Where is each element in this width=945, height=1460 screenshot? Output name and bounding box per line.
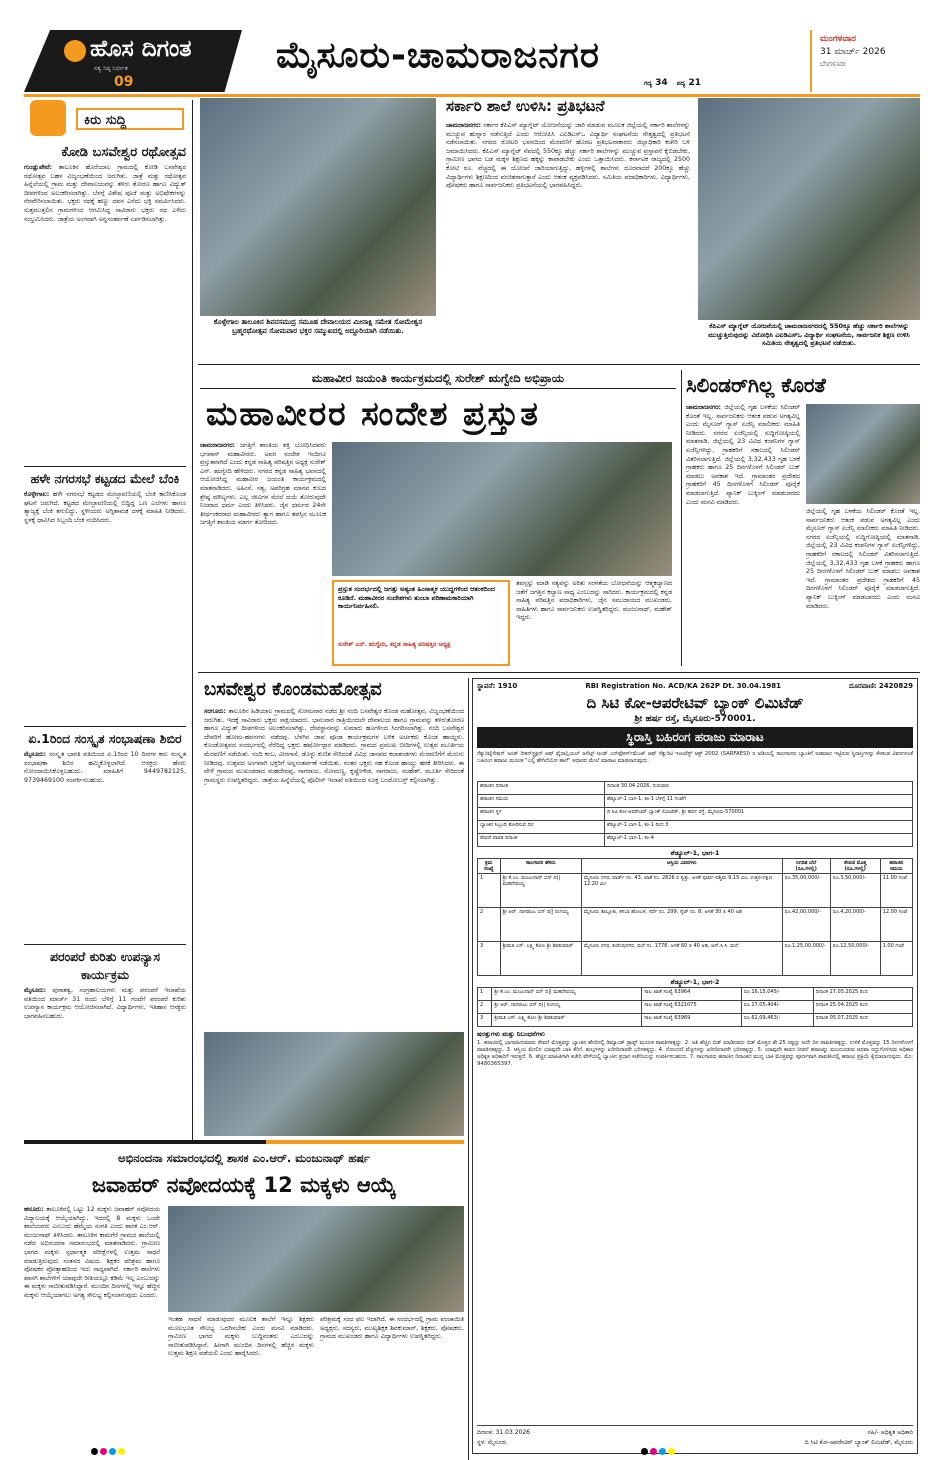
school-headline: ಸರ್ಕಾರಿ ಶಾಲೆ ಉಳಿಸಿ: ಪ್ರತಿಭಟನೆ xyxy=(446,97,605,115)
cylinder-photo xyxy=(806,404,920,504)
info-label: ಹರಾಜಿನ ಸ್ಥಳ xyxy=(478,808,605,821)
table-cell: 2 xyxy=(478,908,501,942)
table-cell: ರೂ.35,00,000/- xyxy=(782,874,830,908)
brief-4 xyxy=(24,948,186,1167)
table-cell: ಮೈಸೂರು ನಗರ, ಕುವೆಂಪುನಗರ, ಮನೆ ನಂ. 1778, ಅಳತೆ 60 x 40 ಅಡಿ, ಆರ್.ಸಿ.ಸಿ. ಮನೆ xyxy=(581,942,782,976)
logo-tagline: ಸತ್ಯ ನಿಷ್ಠ ನಿರ್ಭೀತ xyxy=(94,65,128,72)
basaveshwara-headline: ಬಸವೇಶ್ವರ ಕೊಂಡಮಹೋತ್ಸವ xyxy=(204,679,382,700)
basaveshwara-body: ಸರಗೂರು: ತಾಲೂಕಿನ ಹಿಡಿಯಾಲ ಗ್ರಾಮದಲ್ಲಿ ಸೋಮವಾರ ನಡೆದ ಶ್ರೀ ನಂದಿ ಬಸವೇಶ್ವರ ಕೊಂಡ ಮಹೋತ್ಸವ, ವಿಜೃಂಭಣೆಯಿಂದ ಜರುಗಿತು. ಇದಕ್ಕೆ ಸಾವಿರಾರು ಭಕ್ತರು ಸಾಕ್ಷಿಯಾದರು. ಭಾನುವಾರ ರಾತ್ರಿಯಿಂದಲೇ ದೇವಾಲಯ ಹಾಗೂ ಗ್ರಾಮವನ್ನು ತಳಿರುತೋರಣ ಹಾಗೂ ವಿದ್ಯುತ್ ದೀಪಗಳಿಂದ ಅಲಂಕರಿಸಲಾಗಿತ್ತು. ದೇವಸ್ಥಾನವನ್ನು ಸುಮಾರು ಹೂಗಳಿಂದ ಸಿಂಗರಿಸಲಾಗಿತ್ತು. ನಂದಿ ಬಸವೇಶ್ವರ ದೇವರಿಗೆ ಹೋಮ-ಹವನಗಳು ನಡೆದವು. ಬೆಳಗಿನ ಜಾವ ಪೂಜಾ ಕಾರ್ಯಕ್ರಮಗಳ ಬಳಿಕ ಅರ್ಚಕರು ಕೊಂಡ ಹಾಯ್ದರು. ಕೊಂಡೋತ್ಸವದ ಸಂದರ್ಭದಲ್ಲಿ ನೆರೆದಿದ್ದ ಭಕ್ತರು ಹರ್ಷೋದ್ಗಾರ ಮಾಡಿದರು. ಗ್ರಾಮದ ಪ್ರಮುಖ ಬೀದಿಗಳಲ್ಲಿ ಉತ್ಸವ ಮೂರ್ತಿಯ ಮೆರವಣಿಗೆ ನಡೆಯಿತು. ನಂದಿ ಕಂಬ, ವೀರಗಾಸೆ, ಡೊಳ್ಳು ಕುಣಿತ ಸೇರಿದಂತೆ ವಿವಿಧ ಜಾನಪದ ಕಲಾತಂಡಗಳು ಮೆರವಣಿಗೆಗೆ ಮೆರುಗು ನೀಡಿದವು. ಉತ್ಸವದ ಅಂಗವಾಗಿ ಭಕ್ತರಿಗೆ ಅನ್ನಸಂತರ್ಪಣೆ ನಡೆಯಿತು. ನಂತರ ಭಕ್ತರು ಸಹ ಕೊಂಡ ಹಾಯ್ದು ಹರಕೆ ತೀರಿಸಿದರು. ಈ ವೇಳೆ ಗ್ರಾಮದ ಮುಖಂಡರಾದ ಮಹದೇವಪ್ಪ, ನಾಗರಾಜು, ಸೋಮಣ್ಣ, ಕೃಷ್ಣೇಗೌಡ, ನಾಗರಾಜು, ಮಹೇಶ್, ಮೂರ್ತಿ ಸೇರಿದಂತೆ ಗ್ರಾಮಸ್ಥರು ಉಪಸ್ಥಿತರಿದ್ದರು. ಜಾತ್ರೆಯ ಹಿನ್ನೆಲೆಯಲ್ಲಿ ಪೊಲೀಸ್ ಇಲಾಖೆ ವತಿಯಿಂದ ಸೂಕ್ತ ಬಂದೋಬಸ್ತ್ ಕಲ್ಪಿಸಲಾಗಿತ್ತು. xyxy=(204,708,464,784)
brief-3 xyxy=(24,730,186,923)
brief-title: ಕೋಡಿ ಬಸವೇಶ್ವರ ರಥೋತ್ಸವ xyxy=(61,145,186,160)
column-header: ಆಸ್ತಿಯ ವಿವರಗಳು xyxy=(581,859,782,874)
schedule-2-table xyxy=(477,987,913,1027)
divider xyxy=(24,944,186,945)
table-cell: ದಿನಾಂಕ 05.07.2025 ರಿಂದ xyxy=(813,1014,912,1027)
table-row xyxy=(478,795,913,808)
table-cell: 1.00 ಗಂಟೆ xyxy=(880,942,912,976)
footer-bank: ದಿ ಸಿಟಿ ಕೋ-ಆಪರೇಟಿವ್ ಬ್ಯಾಂಕ್ ಲಿಮಿಟೆಡ್, ಮೈಸೂರು xyxy=(804,1439,913,1446)
bank-name: ದಿ ಸಿಟಿ ಕೋ-ಆಪರೇಟಿವ್ ಬ್ಯಾಂಕ್ ಲಿಮಿಟೆಡ್ xyxy=(586,694,804,712)
table-row xyxy=(478,782,913,795)
table-row xyxy=(478,834,913,847)
school-body: ಚಾಮರಾಜನಗರ: ಸರ್ಕಾರ ಕೆಪಿಎಸ್ ಮ್ಯಾಗ್ನೆಟ್ ಯೋಜನೆಯನ್ನು ಜಾರಿ ಮಾಡುವ ಮೂಲಕ ಜಿಲ್ಲೆಯಲ್ಲಿ ಸರ್ಕಾರಿ ಶಾಲೆಗಳನ್ನು ಮುಚ್ಚುವ ಹುನ್ನಾರ ನಡೆಸುತ್ತಿದೆ ಎಂದು ಆರೋಪಿಸಿ ಎಐಡಿಎಸ್ಒ ವಿದ್ಯಾರ್ಥಿ ಸಂಘಟನೆಯ ನೇತೃತ್ವದಲ್ಲಿ ಪ್ರತಿಭಟನೆ ನಡೆಸಲಾಯಿತು. ನಗರದ ರೋಟರಿ ಭವನದಿಂದ ಮೆರವಣಿಗೆ ಹೊರಟ ಪ್ರತಿಭಟನಾಕಾರರು ಜಿಲ್ಲಾಧಿಕಾರಿ ಕಚೇರಿ ಬಳಿ ಜಮಾಯಿಸಿದರು. ಕೆಪಿಎಸ್ ಮ್ಯಾಗ್ನೆಟ್ ನೆಪದಲ್ಲಿ 550ಕ್ಕೂ ಹೆಚ್ಚು ಸರ್ಕಾರಿ ಶಾಲೆಗಳನ್ನು ಮುಚ್ಚುವ ಪ್ರಸ್ತಾವನೆ ಕೈಬಿಡಬೇಕು, ಗ್ರಾಮೀಣ ಭಾಗದ ಬಡ ಮಕ್ಕಳ ಶಿಕ್ಷಣದ ಹಕ್ಕನ್ನು ಕಾಪಾಡಬೇಕು ಎಂದು ಒತ್ತಾಯಿಸಿದರು. ಕರ್ನಾಟಕ ರಾಜ್ಯದಲ್ಲಿ 2500 ಕೋಟಿ ರೂ. ವೆಚ್ಚದಲ್ಲಿ ಈ ಯೋಜನೆ ಜಾರಿಯಾಗುತ್ತಿದ್ದು, ಹಳ್ಳಿಗಳಲ್ಲಿ ಶಾಲೆಗಳು ದೂರವಾದರೆ 200ಕ್ಕೂ ಹೆಚ್ಚು ವಿದ್ಯಾರ್ಥಿಗಳು ಶಿಕ್ಷಣದಿಂದ ವಂಚಿತರಾಗುತ್ತಾರೆ ಎಂದು ಆತಂಕ ವ್ಯಕ್ತಪಡಿಸಿದರು. ಸಮಿತಿಯ ಪದಾಧಿಕಾರಿಗಳು, ವಿದ್ಯಾರ್ಥಿಗಳು, ಪೋಷಕರು ಹಾಗೂ ಸಾರ್ವಜನಿಕರು ಪ್ರತಿಭಟನೆಯಲ್ಲಿ ಭಾಗವಹಿಸಿದ್ದರು. xyxy=(446,122,690,190)
schedule-1-table xyxy=(477,858,913,976)
mahaveer-kicker: ಮಹಾವೀರ ಜಯಂತಿ ಕಾರ್ಯಕ್ರಮದಲ್ಲಿ ಸುರೇಶ್ ಋಗ್ವೇದಿ ಅಭಿಪ್ರಾಯ xyxy=(311,371,565,385)
masthead xyxy=(24,30,920,92)
column-header: ಠೇವಣಿ ಮೊತ್ತ (ರೂ.ಗಳಲ್ಲಿ) xyxy=(830,859,880,874)
column-header: ಸಾಲಗಾರರ ಹೆಸರು xyxy=(500,859,581,874)
table-cell: 3 xyxy=(478,1014,492,1027)
edition-title: ಮೈಸೂರು-ಚಾಮರಾಜನಗರ xyxy=(276,35,600,76)
brief-body: ಗುಂಡ್ಲುಪೇಟೆ: ತಾಲೂಕಿನ ಹೊರೆಯಾಲ ಗ್ರಾಮದಲ್ಲಿ ಕೋಡಿ ಬಸವೇಶ್ವರ ರಥೋತ್ಸವ ಬಹಳ ವಿಜೃಂಭಣೆಯಿಂದ ಜರುಗಿತು. ಜಾತ್ರೆ ಮತ್ತು ರಥೋತ್ಸವ ಹಿನ್ನೆಲೆಯಲ್ಲಿ ಗ್ರಾಮ ಮತ್ತು ದೇವಾಲಯವನ್ನು ತಳಿರು ತೋರಣ ಹಾಗೂ ವಿದ್ಯುತ್ ದೀಪಗಳಿಂದ ಅಲಂಕರಿಸಲಾಗಿತ್ತು. ಬೆಳಗ್ಗೆ ವಿಶೇಷ ಪೂಜೆ ಮತ್ತು ಅಭಿಷೇಕಗಳನ್ನು ನೆರವೇರಿಸಲಾಯಿತು. ಭಕ್ತರು ರಥಕ್ಕೆ ಹಣ್ಣು ದವನ ಎಸೆದು ಭಕ್ತಿ ಸಮರ್ಪಿಸಿದರು. ಸುತ್ತಮುತ್ತಲಿನ ಗ್ರಾಮಗಳಿಂದ ಆಗಮಿಸಿದ್ದ ಸಾವಿರಾರು ಭಕ್ತರು ರಥ ಎಳೆದು ಸಂಭ್ರಮಿಸಿದರು. ಜಾತ್ರೆಯ ಅಂಗವಾಗಿ ಅನ್ನಸಂತರ್ಪಣೆ ಏರ್ಪಡಿಸಲಾಗಿತ್ತು. xyxy=(24,164,186,223)
brief-body: ಕೊಳ್ಳೇಗಾಲ: ಹಳೇ ನಗರಸಭೆ ಕಟ್ಟಡದ ಮೇಲ್ಛಾವಣಿಯಲ್ಲಿ ಬೆಂಕಿ ಕಾಣಿಸಿಕೊಂಡ ಘಟನೆ ಜರುಗಿದೆ. ಕಟ್ಟಡದ ಮೇಲ್ಛಾವಣಿಯಲ್ಲಿ ಬಿದ್ದಿದ್ದ ಒಣ ಎಲೆಗಳು ಹಾಗೂ ತ್ಯಾಜ್ಯಕ್ಕೆ ಬೆಂಕಿ ತಗುಲಿದ್ದು, ಸ್ಥಳೀಯರು ಅಗ್ನಿಶಾಮಕ ದಳಕ್ಕೆ ಮಾಹಿತಿ ನೀಡಿದರು. ಸ್ಥಳಕ್ಕೆ ಧಾವಿಸಿದ ಸಿಬ್ಬಂದಿ ಬೆಂಕಿ ನಂದಿಸಿದರು. xyxy=(24,491,186,524)
table-cell: 2 xyxy=(478,1001,492,1014)
schedule-2-title: ಶೆಡ್ಯೂಲ್-1, ಭಾಗ-2 xyxy=(670,978,720,986)
navodaya-body-2: ಇಂತಹ ಸಾಧನೆ ಮಾಡುವುದರ ಮೂಲಕ ಶಾಲೆಗೆ ಇನ್ನೂ ಶಿಕ್ಷಕರು ಮೂಲಭೂತ ಸೌಲಭ್ಯ ಒದಗಿಸಬೇಕು ಎಂದು ಮನವಿ ಮಾಡಿದರು. ಗ್ರಾಮೀಣ ಭಾಗದ ಮಕ್ಕಳು ಬುದ್ಧಿವಂತರು ಎಂಬುದನ್ನು ಸಾಬೀತುಪಡಿಸಿದ್ದಾರೆ. ಹೀಗಾಗಿ ಮುಂದಿನ ದಿನಗಳಲ್ಲಿ ಹೆಚ್ಚಿನ ಮಕ್ಕಳು ಉತ್ತಮ ಶಿಕ್ಷಣ ಪಡೆಯಲಿ ಎಂದು ಹಾರೈಸಿದರು. xyxy=(168,1316,314,1358)
logo-text: ಹೊಸ ದಿಗಂತ xyxy=(90,36,192,62)
section-rule xyxy=(198,364,920,365)
table-cell: ಶ್ರೀಮತಿ ಎಸ್. ಲಕ್ಷ್ಮಿ ಕೋಂ ಶ್ರೀ ಶಿವಕುಮಾರ್ xyxy=(500,942,581,976)
column-divider xyxy=(468,678,469,1460)
table-cell: ರೂ.42,00,000/- xyxy=(782,908,830,942)
table-cell: ರೂ.1,25,00,000/- xyxy=(782,942,830,976)
table-cell: ರೂ.3,50,000/- xyxy=(830,874,880,908)
print-dots-left xyxy=(90,1440,126,1459)
auction-banner: ಸ್ಥಿರಾಸ್ತಿ ಬಹಿರಂಗ ಹರಾಜು ಮಾರಾಟ xyxy=(477,727,913,748)
quote-box xyxy=(332,580,510,666)
table-cell: ದಿನಾಂಕ 25.04.2025 ರಿಂದ xyxy=(813,1001,912,1014)
table-cell: ಶ್ರೀಮತಿ ಎಸ್. ಲಕ್ಷ್ಮಿ ಕೋಂ ಶ್ರೀ ಶಿವಕುಮಾರ್ xyxy=(492,1014,642,1027)
cylinder-headline: ಸಿಲಿಂಡರ್‌ಗಿಲ್ಲ ಕೊರತೆ xyxy=(686,373,826,397)
mahaveer-body: ಚಾಮರಾಜನಗರ: ಜಗತ್ತಿಗೆ ಶಾಂತಿಯ ಶಕ್ತಿ ಬೋಧಿಸಿದವರು ಭಗವಾನ್ ಮಹಾವೀರರು. ಅವರ ಸಂದೇಶ ಇಂದಿಗೂ ಪ್ರಸ್ತುತವಾಗಿದೆ ಎಂದು ಕನ್ನಡ ಸಾಹಿತ್ಯ ಪರಿಷತ್ತಿನ ಅಧ್ಯಕ್ಷ ಸುರೇಶ್ ಎನ್. ಋಗ್ವೇದಿ ಹೇಳಿದರು. ನಗರದ ಕನ್ನಡ ಸಾಹಿತ್ಯ ಭವನದಲ್ಲಿ ಆಯೋಜಿಸಿದ್ದ ಮಹಾವೀರ ಜಯಂತಿ ಕಾರ್ಯಕ್ರಮದಲ್ಲಿ ಮಾತನಾಡಿದರು. ಅಹಿಂಸೆ, ಸತ್ಯ, ಅಪರಿಗ್ರಹ ಮಾನವ ಕುಲದ ಶ್ರೇಷ್ಠ ಮೌಲ್ಯಗಳು. ಎಲ್ಲ ಜೀವಿಗಳ ಮೇಲೆ ದಯೆ ತೋರುವುದೇ ನಿಜವಾದ ಧರ್ಮ ಎಂದು ತಿಳಿಸಿದರು. ಜೈನ ಧರ್ಮದ 24ನೇ ತೀರ್ಥಂಕರರಾದ ಮಹಾವೀರರು ತ್ಯಾಗ ಹಾಗೂ ತಪಸ್ಸಿನ ಮೂಲಕ ಜಗತ್ತಿಗೆ ಶಾಂತಿಯ ಮಾರ್ಗ ತೋರಿದರು. xyxy=(200,442,326,527)
kiru-suddi-label: ಕಿರು ಸುದ್ದಿ xyxy=(76,108,184,130)
bank-intro: ಸೆಕ್ಯುರಿಟೈಸೇಷನ್ ಅಂಡ್ ರೀಕನ್‌ಸ್ಟ್ರಕ್ಷನ್ ಆಫ್ ಫೈನಾನ್ಷಿಯಲ್ ಅಸೆಟ್ಸ್ ಅಂಡ್ ಎನ್‌ಫೋರ್ಸ್‌ಮೆಂಟ್ ಆಫ್ ಸೆಕ್ಯುರಿಟಿ ಇಂಟರೆಸ್ಟ್ ಆಕ್ಟ್ 2002 (SARFAESI) ರ ಅಡಿಯಲ್ಲಿ ಸಾಲಗಾರರು ಬ್ಯಾಂಕಿಗೆ ಅಡಮಾನ ಇಟ್ಟಿರುವ ಸ್ಥಿರಾಸ್ತಿಗಳನ್ನು ಕೆಳಕಂಡ ವಿವರಗಳಂತೆ ಬಹಿರಂಗ ಹರಾಜು ಮೂಲಕ "ಎಲ್ಲಿ ಹೇಗಿದೆಯೋ ಹಾಗೆ" ಆಧಾರದ ಮೇಲೆ ಮಾರಾಟ ಮಾಡಲಾಗುವುದು. xyxy=(477,751,913,764)
day-label: ಮಂಗಳವಾರ xyxy=(820,34,857,44)
divider xyxy=(24,466,186,467)
table-row xyxy=(478,1014,913,1027)
column-header: ಹರಾಜಿನ ಸಮಯ xyxy=(880,859,912,874)
page-number: 09 xyxy=(114,74,134,90)
table-cell: ಮೈಸೂರು ನಗರ, ವಾರ್ಡ್ ನಂ. 43, ಖಾತೆ ನಂ. 2826 ರ ಸ್ವತ್ತು, ಅಳತೆ ಪೂರ್ವ-ಪಶ್ಚಿಮ 9.15 ಮೀ, ಉತ್ತರ-ದಕ್ಷಿಣ 12.20 ಮೀ xyxy=(581,874,782,908)
auction-info-table xyxy=(477,781,913,847)
table-row xyxy=(478,821,913,834)
table-row xyxy=(478,874,913,908)
quote-author: ಸುರೇಶ್ ಎನ್. ಋಗ್ವೇದಿ, ಕನ್ನಡ ಸಾಹಿತ್ಯ ಪರಿಷತ್ತಿನ ಅಧ್ಯಕ್ಷ xyxy=(338,641,451,648)
kicker-rule xyxy=(200,388,676,389)
mahaveer-headline: ಮಹಾವೀರರ ಸಂದೇಶ ಪ್ರಸ್ತುತ xyxy=(206,394,540,433)
rathotsava-caption: ಕೊಳ್ಳೇಗಾಲ ತಾಲೂಕಿನ ಶಿವನಸಮುದ್ರ ಸಮೂಹ ದೇವಾಲಯದ ಮೀನಾಕ್ಷಿ ಸಮೇತ ಸೋಮೇಶ್ವರ ಬ್ರಹ್ಮರಥೋತ್ಸವ ಸೋಮವಾರ ಭಕ್ತರ ಸಮ್ಮುಖದಲ್ಲಿ ಅದ್ದೂರಿಯಾಗಿ ನಡೆಯಿತು. xyxy=(213,318,423,335)
brief-body: ಮೈಸೂರು: ಸಂಸ್ಕೃತ ಭಾರತಿ ವತಿಯಿಂದ ಏ.1ರಿಂದ 10 ದಿನಗಳ ಕಾಲ ಸಂಸ್ಕೃತ ಸಂಭಾಷಣಾ ಶಿಬಿರ ಹಮ್ಮಿಕೊಳ್ಳಲಾಗಿದೆ. ಆಸಕ್ತರು ಹೆಸರು ನೋಂದಾಯಿಸಿಕೊಳ್ಳಬಹುದು. ಮಾಹಿತಿಗೆ 9449782125, 9739469100 ಸಂಪರ್ಕಿಸಬಹುದು. xyxy=(24,751,186,784)
table-cell: ದಿನಾಂಕ 27.05.2025 ರಿಂದ xyxy=(813,988,912,1001)
footer-place: ಸ್ಥಳ: ಮೈಸೂರು xyxy=(477,1439,507,1446)
color-strip xyxy=(24,1140,464,1144)
terms-text: 1. ಹರಾಜಿನಲ್ಲಿ ಭಾಗವಹಿಸುವವರು ಠೇವಣಿ ಮೊತ್ತವನ್ನು ಬ್ಯಾಂಕಿನ ಹೆಸರಿನಲ್ಲಿ ಡಿಮ್ಯಾಂಡ್ ಡ್ರಾಫ್ಟ್ ಮೂಲಕ ಪಾವತಿಸತಕ್ಕದ್ದು. 2. ಅತಿ ಹೆಚ್ಚಿನ ಬಿಡ್ ಮಾಡಿದವರು ಬಿಡ್ ಮೊತ್ತದ ಶೇ.25 ರಷ್ಟನ್ನು ಅದೇ ದಿನ ಪಾವತಿಸತಕ್ಕದ್ದು. ಉಳಿಕೆ ಮೊತ್ತವನ್ನು 15 ದಿನಗಳೊಳಗೆ ಪಾವತಿಸತಕ್ಕದ್ದು. 3. ಆಸ್ತಿಯ ಮೇಲಿನ ಯಾವುದೇ ಬಾಕಿ ತೆರಿಗೆ, ಶುಲ್ಕಗಳನ್ನು ಖರೀದಿದಾರರೇ ಭರಿಸತಕ್ಕದ್ದು. 4. ನೋಂದಣಿ ವೆಚ್ಚಗಳನ್ನು ಖರೀದಿದಾರರೇ ಭರಿಸತಕ್ಕದ್ದು. 5. ಯಾವುದೇ ಕಾರಣ ನೀಡದೆ ಹರಾಜನ್ನು ಮುಂದೂಡುವ ಅಥವಾ ರದ್ದುಗೊಳಿಸುವ ಅಧಿಕಾರ ಅಧಿಕೃತ ಅಧಿಕಾರಿಗೆ ಇರುತ್ತದೆ. 6. ಹೆಚ್ಚಿನ ಮಾಹಿತಿಗಾಗಿ ಕಚೇರಿ ವೇಳೆಯಲ್ಲಿ ಬ್ಯಾಂಕಿನ ಪ್ರಧಾನ ಕಚೇರಿಯನ್ನು ಸಂಪರ್ಕಿಸಬಹುದು. 7. ಸಾಲಗಾರರು ಹರಾಜಿನ ದಿನಾಂಕದ ಮುನ್ನ ಬಾಕಿ ಮೊತ್ತವನ್ನು ಪೂರ್ಣವಾಗಿ ಪಾವತಿಸಿದಲ್ಲಿ ಹರಾಜು ಪ್ರಕ್ರಿಯೆ ಕೈಬಿಡಲಾಗುವುದು. ಮೊ: 9480365397. xyxy=(477,1040,913,1067)
info-value: ಶೆಡ್ಯೂಲ್-1 ಭಾಗ-1, ಕಂ-1 ಬೆಳಿಗ್ಗೆ 11 ಗಂಟೆಗೆ xyxy=(604,795,912,808)
brief-title: ಪರಂಪರೆ ಕುರಿತು ಉಪನ್ಯಾಸ ಕಾರ್ಯಕ್ರಮ xyxy=(49,949,161,982)
column-divider xyxy=(192,100,193,1140)
table-row xyxy=(478,1001,913,1014)
bank-address: ಶ್ರೀ ಹರ್ಷ ರಸ್ತೆ, ಮೈಸೂರು-570001. xyxy=(634,714,756,724)
section-rule xyxy=(198,672,920,673)
gadya-badge: ಗದ್ಯ 34 ಪದ್ಯ 21 xyxy=(644,78,701,88)
table-cell: ಮೈಸೂರು ತಾಲ್ಲೂಕು, ಕಸಬಾ ಹೋಬಳಿ, ಸರ್ವೆ ನಂ. 299, ಸೈಟ್ ನಂ. 8, ಅಳತೆ 30 x 40 ಅಡಿ xyxy=(581,908,782,942)
table-cell: ಶ್ರೀ ಕೆ.ಎಂ. ಮಂಜುನಾಥ್ ಬಿನ್ ದಿ|| ಮಹದೇವಯ್ಯ xyxy=(500,874,581,908)
navodaya-headline: ಜವಾಹರ್ ನವೋದಯಕ್ಕೆ 12 ಮಕ್ಕಳು ಆಯ್ಕೆ xyxy=(91,1173,397,1197)
info-label: ಹರಾಜಿನ ದಿನಾಂಕ xyxy=(478,782,605,795)
konda-photo xyxy=(204,1032,464,1136)
table-cell: 1 xyxy=(478,874,501,908)
divider xyxy=(24,726,186,727)
info-value: ದಿನಾಂಕ 30.04.2026, ಗುರುವಾರ xyxy=(604,782,912,795)
navodaya-body-3: ಪರಿಶ್ರಮಕ್ಕೆ ಸಂದ ಫಲ ಇದಾಗಿದೆ. ಈ ಸಂದರ್ಭದಲ್ಲಿ ಗ್ರಾಮ ಪಂಚಾಯಿತಿ ಅಧ್ಯಕ್ಷರು, ಸದಸ್ಯರು, ಮುಖ್ಯಶಿಕ್ಷಕ ಶಿವಕುಮಾರ್, ಶಿಕ್ಷಕರು, ಪೋಷಕರು, ಗ್ರಾಮದ ಮುಖಂಡರು ಹಾಗೂ ವಿದ್ಯಾರ್ಥಿಗಳು ಉಪಸ್ಥಿತರಿದ್ದರು. xyxy=(320,1316,464,1341)
city-label: ಬೆಂಗಳೂರು xyxy=(820,60,847,68)
navodaya-body: ಹನೂರು: ತಾಲೂಕಿನಲ್ಲಿ ಒಟ್ಟು 12 ಮಕ್ಕಳು ಜವಾಹರ್ ನವೋದಯ ವಿದ್ಯಾಲಯಕ್ಕೆ ಆಯ್ಕೆಯಾಗಿದ್ದು, ಇದರಲ್ಲಿ 8 ಮಕ್ಕಳು ಒಂದೇ ಶಾಲೆಯವರು ಎಂಬುದು ಹೆಮ್ಮೆಯ ಸಂಗತಿ ಎಂದು ಶಾಸಕ ಎಂ.ಆರ್. ಮಂಜುನಾಥ್ ತಿಳಿಸಿದರು. ತಾಲೂಕಿನ ಕಾಮಗೆರೆ ಗ್ರಾಮದ ಶಾಲೆಯಲ್ಲಿ ನಡೆದ ಅಭಿನಂದನಾ ಸಮಾರಂಭದಲ್ಲಿ ಮಾತನಾಡಿದರು. ಗ್ರಾಮೀಣ ಭಾಗದ ಮಕ್ಕಳು ಸ್ಪರ್ಧಾತ್ಮಕ ಪರೀಕ್ಷೆಗಳಲ್ಲಿ ಉತ್ತಮ ಸಾಧನೆ ಮಾಡುತ್ತಿರುವುದು ಸಂತಸದ ವಿಷಯ. ಶಿಕ್ಷಕರ ಪರಿಶ್ರಮ ಹಾಗೂ ಪೋಷಕರ ಪ್ರೋತ್ಸಾಹದಿಂದ ಇದು ಸಾಧ್ಯವಾಗಿದೆ. ಸರ್ಕಾರಿ ಶಾಲೆಗಳು ಖಾಸಗಿ ಶಾಲೆಗಳಿಗೆ ಯಾವುದೇ ರೀತಿಯಲ್ಲೂ ಕಡಿಮೆ ಇಲ್ಲ ಎಂಬುದನ್ನು ಈ ಮಕ್ಕಳು ಸಾಬೀತುಪಡಿಸಿದ್ದಾರೆ. ಮುಂದಿನ ದಿನಗಳಲ್ಲಿ ಇನ್ನೂ ಹೆಚ್ಚಿನ ಮಕ್ಕಳು ಆಯ್ಕೆಯಾಗಲು ಅಗತ್ಯ ಸೌಲಭ್ಯ ಕಲ್ಪಿಸಲಾಗುವುದು ಎಂದರು. xyxy=(24,1206,160,1299)
table-cell: 12.00 ಗಂಟೆ xyxy=(880,908,912,942)
protest-photo xyxy=(698,98,920,320)
table-cell: ರೂ.4,20,000/- xyxy=(830,908,880,942)
table-row xyxy=(478,988,913,1001)
table-cell: 1 xyxy=(478,988,492,1001)
table-row xyxy=(478,908,913,942)
date-block xyxy=(810,30,920,92)
students-photo xyxy=(168,1206,464,1312)
info-value: ದಿ ಸಿಟಿ ಕೋ-ಆಪರೇಟಿವ್ ಬ್ಯಾಂಕ್ ಲಿಮಿಟೆಡ್, ಶ್ರೀ ಹರ್ಷ ರಸ್ತೆ, ಮೈಸೂರು-570001 xyxy=(604,808,912,821)
kiru-suddi-badge xyxy=(24,100,186,138)
table-cell: 11.00 ಗಂಟೆ xyxy=(880,874,912,908)
table-cell: ರೂ.12,50,000/- xyxy=(830,942,880,976)
info-label: ಬ್ಯಾಂಕಿನ ಸಿಬ್ಬಂದಿ ತೋರಿಸುವ ದಿನ xyxy=(478,821,605,834)
table-cell: ಸಾಲ ಖಾತೆ ಸಂಖ್ಯೆ 63969 xyxy=(642,1014,742,1027)
cylinder-body-a: ಚಾಮರಾಜನಗರ: ಜಿಲ್ಲೆಯಲ್ಲಿ ಗೃಹ ಬಳಕೆಯ ಸಿಲಿಂಡರ್ ಕೊರತೆ ಇಲ್ಲ. ಸಾರ್ವಜನಿಕರು ಆತಂಕ ಪಡುವ ಅಗತ್ಯವಿಲ್ಲ ಎಂದು ಮೈಸೂರ್ ಗ್ಯಾಸ್ ಏಜೆನ್ಸಿ ಮಾಲೀಕರು ಮಾಹಿತಿ ನೀಡಿದರು. ನಗರದ ಏಜೆನ್ಸಿಯಲ್ಲಿ ಸುದ್ದಿಗೋಷ್ಠಿಯಲ್ಲಿ ಮಾತನಾಡಿ, ಜಿಲ್ಲೆಯಲ್ಲಿ 23 ವಿವಿಧ ಕಂಪನಿಗಳ ಗ್ಯಾಸ್ ಏಜೆನ್ಸಿಗಳಿದ್ದು, ಗ್ರಾಹಕರಿಗೆ ಸಕಾಲದಲ್ಲಿ ಸಿಲಿಂಡರ್ ವಿತರಿಸಲಾಗುತ್ತಿದೆ. ಜಿಲ್ಲೆಯಲ್ಲಿ 3,32,433 ಗೃಹ ಬಳಕೆ ಗ್ರಾಹಕರು ಹಾಗೂ 25 ದಿನಗಳೊಳಗೆ ಸಿಲಿಂಡರ್ ಬುಕ್ ಮಾಡಲು ಅವಕಾಶ ಇದೆ. ಗ್ರಾಮಾಂತರ ಪ್ರದೇಶದ ಗ್ರಾಹಕರಿಗೆ 45 ದಿನಗಳೊಳಗೆ ಸಿಲಿಂಡರ್ ಪೂರೈಕೆ ಮಾಡಲಾಗುತ್ತಿದೆ. ಪ್ಯಾನಿಕ್ ಬುಕ್ಕಿಂಗ್ ಮಾಡಬಾರದು ಎಂದು ಮನವಿ ಮಾಡಿದರು. xyxy=(686,404,800,506)
info-label: ಠೇವಣಿ ಪಾವತಿ ದಿನಾಂಕ xyxy=(478,834,605,847)
footer-sign: ಸಹಿ/- ಅಧಿಕೃತ ಅಧಿಕಾರಿ xyxy=(867,1429,913,1436)
date-label: 31 ಮಾರ್ಚ್ 2026 xyxy=(820,47,886,57)
brief-2 xyxy=(24,470,186,707)
table-cell: ರೂ.17,05,404/- xyxy=(741,1001,813,1014)
quote-text: ಪ್ರಸ್ತುತ ಸಂದರ್ಭದಲ್ಲಿ ಜಗತ್ತು ಅತ್ಯಂತ ಹಿಂಸಾತ್ಮಕ ಯುದ್ಧಗಳಿಂದ ಆತಂಕದಿಂದ ಕೂಡಿದೆ. ಮಹಾವೀರರ ಸಂದೇಶಗಳು ತುಂಬಾ ಪರಿಣಾಮಕಾರಿಯಾಗಿ ಕಾರ್ಯನಿರ್ವಹಿಸಲಿ. xyxy=(338,585,495,610)
brief-title: ಹಳೇ ನಗರಸಭೆ ಕಟ್ಟಡದ ಮೇಲೆ ಬೆಂಕಿ xyxy=(30,471,180,486)
table-cell: ಸಾಲ ಖಾತೆ ಸಂಖ್ಯೆ 63964 xyxy=(642,988,742,1001)
table-row xyxy=(478,808,913,821)
table-cell: ರೂ.16,15,045/- xyxy=(741,988,813,1001)
footer-date: ದಿನಾಂಕ: 31.03.2026 xyxy=(477,1429,530,1436)
info-value: ಶೆಡ್ಯೂಲ್-1 ಭಾಗ-1, ಕಂ-1 ರಿಂದ 3 xyxy=(604,821,912,834)
column-header: ಕ್ರಮ ಸಂಖ್ಯೆ xyxy=(478,859,501,874)
brief-title: ಏ.1ರಿಂದ ಸಂಸ್ಕೃತ ಸಂಭಾಷಣಾ ಶಿಬಿರ xyxy=(28,731,182,746)
rathotsava-photo xyxy=(200,98,436,316)
terms-title: ಷರತ್ತುಗಳು ಮತ್ತು ನಿಬಂಧನೆಗಳು xyxy=(477,1030,545,1038)
table-cell: ರೂ.62,09,463/- xyxy=(741,1014,813,1027)
navodaya-kicker: ಅಭಿನಂದನಾ ಸಮಾರಂಭದಲ್ಲಿ ಶಾಸಕ ಎಂ.ಆರ್. ಮಂಜುನಾಥ್ ಹರ್ಷ xyxy=(118,1151,370,1165)
column-divider xyxy=(681,370,682,666)
info-label: ಹರಾಜಿನ ಸಮಯ xyxy=(478,795,605,808)
logo-flame-icon xyxy=(64,40,86,62)
bank-ad-header: ಸ್ಥಾಪನೆ: 1910 RBI Registration No. ACD/KA 262P Dt. 30.04.1981 ದೂರವಾಣಿ: 2420829 xyxy=(477,682,913,690)
cylinder-body-b: ಜಿಲ್ಲೆಯಲ್ಲಿ ಗೃಹ ಬಳಕೆಯ ಸಿಲಿಂಡರ್ ಕೊರತೆ ಇಲ್ಲ. ಸಾರ್ವಜನಿಕರು ಆತಂಕ ಪಡುವ ಅಗತ್ಯವಿಲ್ಲ ಎಂದು ಮೈಸೂರ್ ಗ್ಯಾಸ್ ಏಜೆನ್ಸಿ ಮಾಲೀಕರು ಮಾಹಿತಿ ನೀಡಿದರು. ನಗರದ ಏಜೆನ್ಸಿಯಲ್ಲಿ ಸುದ್ದಿಗೋಷ್ಠಿಯಲ್ಲಿ ಮಾತನಾಡಿ, ಜಿಲ್ಲೆಯಲ್ಲಿ 23 ವಿವಿಧ ಕಂಪನಿಗಳ ಗ್ಯಾಸ್ ಏಜೆನ್ಸಿಗಳಿದ್ದು, ಗ್ರಾಹಕರಿಗೆ ಸಕಾಲದಲ್ಲಿ ಸಿಲಿಂಡರ್ ವಿತರಿಸಲಾಗುತ್ತಿದೆ. ಜಿಲ್ಲೆಯಲ್ಲಿ 3,32,433 ಗೃಹ ಬಳಕೆ ಗ್ರಾಹಕರು ಹಾಗೂ 25 ದಿನಗಳೊಳಗೆ ಸಿಲಿಂಡರ್ ಬುಕ್ ಮಾಡಲು ಅವಕಾಶ ಇದೆ. ಗ್ರಾಮಾಂತರ ಪ್ರದೇಶದ ಗ್ರಾಹಕರಿಗೆ 45 ದಿನಗಳೊಳಗೆ ಸಿಲಿಂಡರ್ ಪೂರೈಕೆ ಮಾಡಲಾಗುತ್ತಿದೆ. ಪ್ಯಾನಿಕ್ ಬುಕ್ಕಿಂಗ್ ಮಾಡಬಾರದು ಎಂದು ಮನವಿ ಮಾಡಿದರು. xyxy=(806,508,920,610)
protest-caption: ಕೆಪಿಎಸ್ ಮ್ಯಾಗ್ನೆಟ್ ಯೋಜನೆಯಲ್ಲಿ ಚಾಮರಾಜನಗರದಲ್ಲಿ 550ಕ್ಕೂ ಹೆಚ್ಚು ಸರ್ಕಾರಿ ಶಾಲೆಗಳನ್ನು ಮುಚ್ಚುತ್ತಿರುವುದನ್ನು ವಿರೋಧಿಸಿ ಎಐಡಿಎಸ್ಒ ವಿದ್ಯಾರ್ಥಿ ಸಂಘಟನೆಯ, ಸಾರ್ವಜನಿಕ ಶಿಕ್ಷಣ ಉಳಿಸಿ ಸಮಿತಿಯ ನೇತೃತ್ವದಲ್ಲಿ ಪ್ರತಿಭಟನೆ ನಡೆಯಿತು. xyxy=(708,322,910,347)
table-cell: ಶ್ರೀ ಆರ್. ನಾಗರಾಜು ಬಿನ್ ದಿ|| ರಂಗಯ್ಯ xyxy=(500,908,581,942)
table-cell: ಸಾಲ ಖಾತೆ ಸಂಖ್ಯೆ 6321075 xyxy=(642,1001,742,1014)
mahaveer-photo xyxy=(332,442,672,576)
hand-icon xyxy=(30,100,66,136)
table-cell: ಶ್ರೀ ಆರ್. ನಾಗರಾಜು ಬಿನ್ ದಿ|| ರಂಗಯ್ಯ xyxy=(492,1001,642,1014)
table-cell: 3 xyxy=(478,942,501,976)
table-row xyxy=(478,942,913,976)
mahaveer-body-2: ತಪಸ್ಸನ್ನು ಮಾಡಿ ಸತ್ಯವನ್ನು ಅರಿತು ಸರಳತೆಯ ಬೋಧನೆಯನ್ನು ಆತ್ಮಕಲ್ಯಾಣದ ಜತೆಗೆ ಜಗತ್ತಿನ ಕಲ್ಯಾಣ ಸಾಧ್ಯ ಎಂಬುದನ್ನು ಸಾರಿದರು. ಕಾರ್ಯಕ್ರಮದಲ್ಲಿ ಕನ್ನಡ ಸಾಹಿತ್ಯ ಪರಿಷತ್ತಿನ ಪದಾಧಿಕಾರಿಗಳು, ಜೈನ ಸಮುದಾಯದ ಮುಖಂಡರು, ಸಾಹಿತಿಗಳು ಹಾಗೂ ಸಾರ್ವಜನಿಕರು ಉಪಸ್ಥಿತರಿದ್ದರು. ಮಂಜುನಾಥ್, ಮಹೇಶ್ ಇದ್ದರು. xyxy=(516,580,672,622)
print-dots-right xyxy=(640,1440,676,1459)
brief-1 xyxy=(24,144,186,426)
bank-footer xyxy=(477,1425,913,1449)
table-cell: ಶ್ರೀ ಕೆ.ಎಂ. ಮಂಜುನಾಥ್ ಬಿನ್ ದಿ|| ಮಹದೇವಯ್ಯ xyxy=(492,988,642,1001)
brief-body: ಮೈಸೂರು: ಪುರಾತತ್ವ, ಸಂಗ್ರಹಾಲಯಗಳು ಮತ್ತು ಪರಂಪರೆ ಇಲಾಖೆಯ ವತಿಯಿಂದ ಮಾರ್ಚ್ 31 ರಂದು ಬೆಳಿಗ್ಗೆ 11 ಗಂಟೆಗೆ ಪರಂಪರೆ ಕುರಿತು ಉಪನ್ಯಾಸ ಕಾರ್ಯಕ್ರಮ ಆಯೋಜಿಸಲಾಗಿದೆ. ವಿದ್ಯಾರ್ಥಿಗಳು, ಇತಿಹಾಸ ಆಸಕ್ತರು ಭಾಗವಹಿಸಬಹುದು. xyxy=(24,987,186,1020)
column-header: ನಿಗದಿತ ಬೆಲೆ (ರೂ.ಗಳಲ್ಲಿ) xyxy=(782,859,830,874)
schedule-1-title: ಶೆಡ್ಯೂಲ್-1, ಭಾಗ-1 xyxy=(670,849,720,857)
info-value: ಶೆಡ್ಯೂಲ್-1 ಭಾಗ-1, ಕಂ-4 xyxy=(604,834,912,847)
bank-ad xyxy=(472,678,918,1454)
